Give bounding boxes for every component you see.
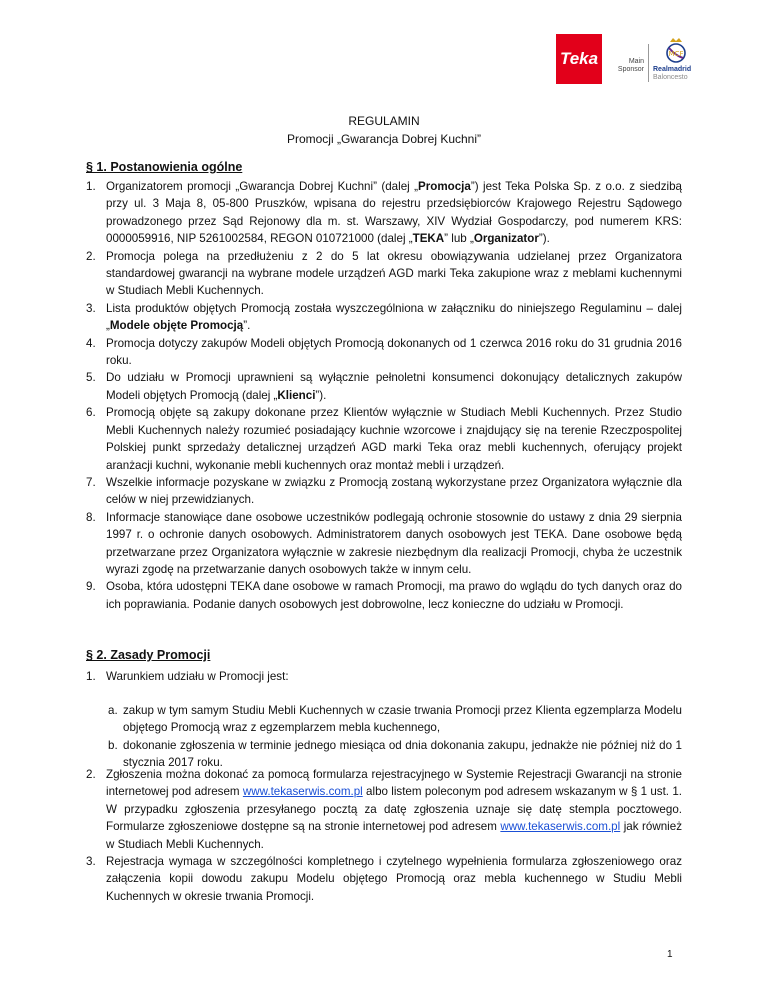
list-item: 9. Osoba, która udostępni TEKA dane osobowe w ramach Promocji, ma prawo do wglądu do tych danych oraz do ich poprawiania. Podanie danych osobowych jest dobrowolne, lecz konieczne do udziału w Promocji. [86,580,682,611]
sponsor-label: Main Sponsor [617,58,644,73]
partner-text: Realmadrid Baloncesto [653,66,692,81]
section-2-list-start [86,668,682,685]
list-item: 4. Promocja dotyczy zakupów Modeli objętych Promocją dokonanych od 1 czerwca 2016 roku do 31 grudnia 2016 roku. [86,336,682,368]
list-item: 3. Lista produktów objętych Promocją została wyszczególniona w załączniku do niniejszego Regulaminu – dalej „Modele objęte Promocją”. [86,301,682,333]
list-item: b. dokonanie zgłoszenia w terminie jednego miesiąca od dnia dokonania zakupu, jednakże nie później niż do 1 stycznia 2017 roku. [108,738,682,770]
tekaserwis-link-2[interactable]: www.tekaserwis.com.pl [500,820,621,834]
list-item: 1. Warunkiem udziału w Promocji jest: [86,670,289,683]
list-item: 2. Promocja polega na przedłużeniu z 2 do 5 lat okresu obowiązywania udzielanej przez Organizatora standardowej gwarancji na wybrane modele urządzeń AGD marki Teka zakupione wraz z meblami kuchennymi w Studiach Mebli Kuchennych. [86,249,682,298]
document-title: REGULAMIN [348,114,420,128]
header-logos [556,34,716,84]
section-1-list [86,178,682,613]
list-item: 6. Promocją objęte są zakupy dokonane przez Klientów wyłącznie w Studiach Mebli Kuchennych. Przez Studio Mebli Kuchennych należy rozumieć posiadający kuchnie wzorcowe i znajdujący się na terenie Rzeczpospolitej Polskiej punkt sprzedaży detalicznej urządzeń AGD marki Teka oraz mebli kuchennych, oferujący projekt aranżacji kuchni, wykonanie mebli kuchennych oraz montaż mebli i urządzeń. [86,406,682,472]
list-item: 1. Organizatorem promocji „Gwarancja Dobrej Kuchni” (dalej „Promocja”) jest Teka Polska Sp. z o.o. z siedzibą przy ul. 3 Maja 8, 05-800 Pruszków, wpisana do rejestru przedsiębiorców Krajowego Rejestru Sądowego prowadzonego przez Sąd Rejonowy dla m. st. Warszawy, XIV Wydział Gospodarczy, pod numerem KRS: 0000059916, NIP 5261002584, REGON 010721000 (dalej „TEKA” lub „Organizator”). [86,180,682,246]
list-item: 5. Do udziału w Promocji uprawnieni są wyłącznie pełnoletni konsumenci dokonujący detalicznych zakupów Modeli objętych Promocją (dalej „Klienci”). [86,371,682,402]
section-2-list-cont [86,766,682,905]
section-2-heading: § 2. Zasady Promocji [86,648,211,662]
list-item: 2. Zgłoszenia można dokonać za pomocą formularza rejestracyjnego w Systemie Rejestracji Gwarancji na stronie internetowej pod adresem www.tekaserwis.com.pl albo listem poleconym pod adresem wskazanym w § 1 ust. 1. W przypadku zgłoszenia przesyłanego pocztą za datę zgłoszenia uznaje się datę stempla pocztowego. Formularze zgłoszeniowe dostępne są na stronie internetowej pod adresem www.tekaserwis.com.pl jak również w Studiach Mebli Kuchennych. [86,768,682,851]
logo-divider [648,44,649,82]
section-2-sublist [108,702,682,772]
teka-logo: Teka [556,34,602,84]
tekaserwis-link[interactable]: www.tekaserwis.com.pl [242,785,363,799]
document-subtitle: Promocji „Gwarancja Dobrej Kuchni” [286,132,482,146]
page-number: 1 [667,949,673,960]
list-item: 7. Wszelkie informacje pozyskane w związku z Promocją zostaną wykorzystane przez Organizatora wyłącznie dla celów w niej przewidzianych. [86,475,682,507]
list-item: 8. Informacje stanowiące dane osobowe uczestników podlegają ochronie stosownie do ustawy z dnia 29 sierpnia 1997 r. o ochronie danych osobowych. Administratorem danych osobowych jest TEKA. Dane osobowe będą przetwarzane przez Organizatora wyłącznie w zakresie niezbędnym dla realizacji Promocji, chyba że uczestnik wyrazi zgodę na przetwarzanie danych osobowych także w innym celu. [86,510,682,576]
section-1-heading: § 1. Postanowienia ogólne [86,160,243,174]
svg-text:MCF: MCF [668,50,684,58]
list-item: 3. Rejestracja wymaga w szczególności kompletnego i czytelnego wypełnienia formularza zgłoszeniowego oraz załączenia kopii dowodu zakupu Modelu objętego Promocją oraz mebla kuchennego w Studiu Mebli Kuchennych w okresie trwania Promocji. [86,855,682,903]
real-madrid-crest-icon [661,36,691,64]
list-item: a. zakup w tym samym Studiu Mebli Kuchennych w czasie trwania Promocji przez Klienta egzemplarza Modelu objętego Promocją wraz z egzemplarzem mebla kuchennego, [108,704,682,735]
